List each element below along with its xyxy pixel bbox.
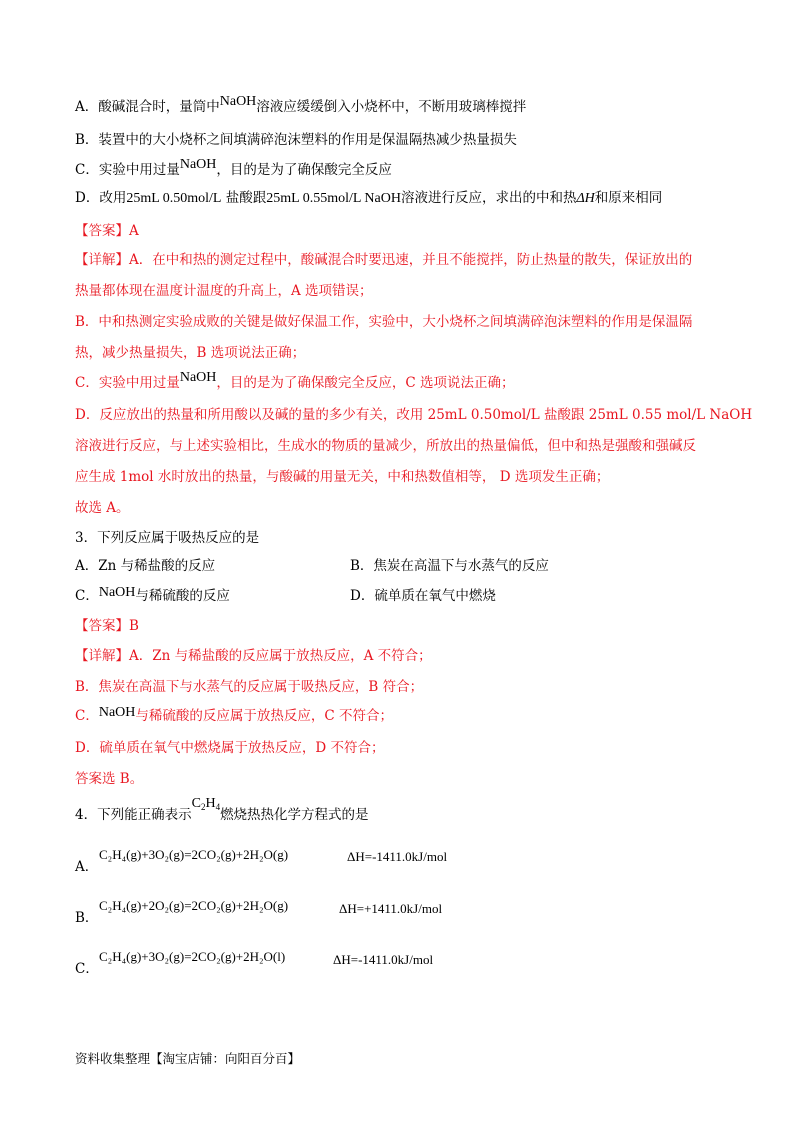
q4-option-a-equation: C₂H₄(g)+3O₂(g)=2CO₂(g)+2H₂O(g) bbox=[99, 847, 289, 862]
q3-detail-3-chem: NaOH bbox=[98, 705, 136, 720]
q2-option-c-text: C．实验中用过量 bbox=[75, 162, 180, 178]
q4-stem-formula: $C_2H_4$ bbox=[191, 796, 221, 812]
q2-detail-3: B．中和热测定实验成败的关键是做好保温工作，实验中，大小烧杯之间填满碎泡沫塑料的作用是保温隔 bbox=[75, 314, 693, 330]
q2-option-a-text-end: 溶液应缓缓倒入小烧杯中，不断用玻璃棒搅拌 bbox=[256, 99, 527, 115]
q3-detail-3-label: C． bbox=[75, 708, 99, 724]
q3-detail-1: 【详解】A．Zn 与稀盐酸的反应属于放热反应，A 不符合； bbox=[75, 648, 432, 664]
q4-option-a-delta-h: ΔH=-1411.0kJ/mol bbox=[347, 849, 448, 864]
q2-option-d-volume-2: 25mL 0.55mol/L NaOH bbox=[266, 191, 401, 206]
q4-option-c-delta-h: ΔH=-1411.0kJ/mol bbox=[333, 952, 434, 967]
q4-option-c-equation: C₂H₄(g)+3O₂(g)=2CO₂(g)+2H₂O(l) bbox=[99, 949, 286, 964]
q2-option-d-volume-1: 25mL 0.50mol/L bbox=[126, 191, 222, 206]
q2-detail-5-text: C．实验中用过量 bbox=[75, 375, 180, 391]
q2-detail-5-chem: NaOH bbox=[179, 370, 217, 385]
q3-stem: 3．下列反应属于吸热反应的是 bbox=[75, 530, 260, 546]
q2-option-c bbox=[75, 157, 392, 180]
q4-option-c-label: C． bbox=[75, 961, 99, 977]
q4-option-b-equation: C₂H₄(g)+2O₂(g)=2CO₂(g)+2H₂O(g) bbox=[99, 898, 289, 913]
q4-option-a-label: A． bbox=[75, 859, 99, 875]
q2-option-a-chem: NaOH bbox=[219, 94, 257, 109]
q3-option-b: B．焦炭在高温下与水蒸气的反应 bbox=[350, 558, 549, 574]
q4-stem-text: 4．下列能正确表示 bbox=[75, 807, 192, 823]
q2-option-d-text-end: 溶液进行反应，求出的中和热 bbox=[400, 190, 577, 206]
q2-option-c-chem: NaOH bbox=[179, 157, 217, 172]
q2-option-d-mid: 盐酸跟 bbox=[225, 190, 267, 206]
q3-detail-3-text: 与稀硫酸的反应属于放热反应，C 不符合； bbox=[135, 708, 394, 724]
q3-answer: 【答案】B bbox=[75, 618, 139, 634]
q4-option-b-delta-h: ΔH=+1411.0kJ/mol bbox=[339, 901, 443, 916]
q3-detail-3 bbox=[75, 707, 393, 726]
q3-detail-5: 答案选 B。 bbox=[75, 771, 144, 787]
q2-detail-2: 热量都体现在温度计温度的升高上，A 选项错误； bbox=[75, 283, 373, 299]
q2-detail-8: 应生成 1mol 水时放出的热量，与酸碱的用量无关，中和热数值相等， D 选项发生正确； bbox=[75, 469, 610, 485]
q4-stem-text-end: 燃烧热热化学方程式的是 bbox=[220, 807, 369, 823]
q2-detail-6: D．反应放出的热量和所用酸以及碱的量的多少有关，改用 25mL 0.50mol/L 盐酸跟 25mL 0.55 mol/L NaOH bbox=[75, 407, 753, 423]
q3-option-a: A．Zn 与稀盐酸的反应 bbox=[75, 558, 216, 574]
q2-detail-5 bbox=[75, 370, 515, 393]
q2-detail-1: 【详解】A．在中和热的测定过程中，酸碱混合时要迅速，并且不能搅拌，防止热量的散失，保证放出的 bbox=[75, 252, 693, 268]
q2-option-d bbox=[75, 189, 662, 208]
q3-detail-4: D．硫单质在氧气中燃烧属于放热反应，D 不符合； bbox=[75, 740, 385, 756]
q3-option-c-chem: NaOH bbox=[98, 585, 136, 600]
q2-detail-9: 故选 A。 bbox=[75, 500, 130, 516]
q2-option-a bbox=[75, 94, 527, 117]
footer-source: 资料收集整理【淘宝店铺：向阳百分百】 bbox=[75, 1051, 301, 1066]
q4-option-b-label: B． bbox=[75, 910, 99, 926]
q3-option-c-label: C． bbox=[75, 588, 99, 604]
q2-option-d-delta-h: ΔH bbox=[576, 191, 595, 206]
q2-option-a-text: A．酸碱混合时，量筒中 bbox=[75, 99, 220, 115]
q2-detail-5-text-end: ，目的是为了确保酸完全反应，C 选项说法正确； bbox=[216, 375, 515, 391]
q2-detail-4: 热，减少热量损失，B 选项说法正确； bbox=[75, 345, 306, 361]
q3-option-c bbox=[75, 587, 230, 606]
q4-stem bbox=[75, 796, 369, 828]
q2-option-d-end: 和原来相同 bbox=[594, 190, 663, 206]
q3-option-c-text: 与稀硫酸的反应 bbox=[135, 588, 230, 604]
q2-option-c-text-end: ，目的是为了确保酸完全反应 bbox=[216, 162, 392, 178]
q2-detail-7: 溶液进行反应，与上述实验相比，生成水的物质的量减少，所放出的热量偏低，但中和热是强酸和强碱反 bbox=[75, 438, 696, 454]
q2-option-d-text: D．改用 bbox=[75, 190, 127, 206]
q2-answer: 【答案】A bbox=[75, 223, 139, 239]
q3-detail-2: B．焦炭在高温下与水蒸气的反应属于吸热反应，B 符合； bbox=[75, 679, 424, 695]
q3-option-d: D．硫单质在氧气中燃烧 bbox=[350, 588, 496, 604]
q2-option-b: B．装置中的大小烧杯之间填满碎泡沫塑料的作用是保温隔热减少热量损失 bbox=[75, 132, 517, 148]
